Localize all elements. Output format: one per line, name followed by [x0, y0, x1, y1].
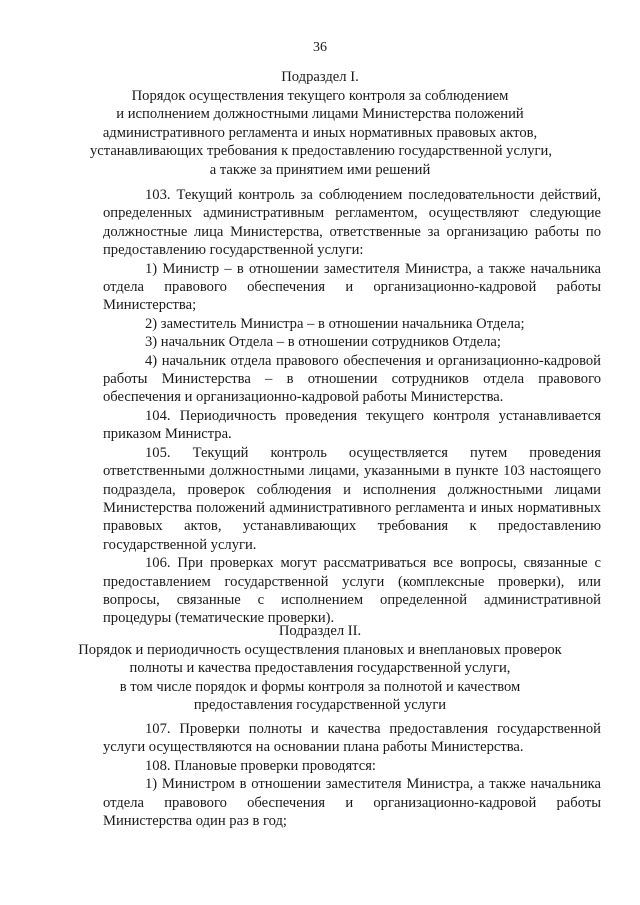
section-1-heading-line: а также за принятием ими решений	[209, 161, 431, 178]
section-1-heading-line: и исполнением должностными лицами Министерства положений	[116, 106, 524, 122]
paragraph-104: 104. Периодичность проведения текущего контроля устанавливается приказом Министра.	[103, 407, 601, 443]
section-2-body	[103, 720, 601, 830]
section-2-heading-line: полноты и качества предоставления государственной услуги,	[129, 660, 511, 676]
section-1-title: Подраздел I.	[281, 69, 359, 85]
list-item-3: 3) начальник Отдела – в отношении сотрудников Отдела;	[145, 334, 501, 351]
section-2-title: Подраздел II.	[278, 623, 362, 639]
section-2-heading-line: Порядок и периодичность осуществления плановых и внеплановых проверок	[78, 641, 562, 658]
list-item-4: 4) начальник отдела правового обеспечения и организационно-кадровой работы Министерства – в отношении сотрудников отдела правового обеспечения и организационно-кадровой работы Министерства.	[103, 352, 601, 406]
section-2-heading	[60, 622, 580, 715]
section-1-heading-line: устанавливающих требования к предоставлению государственной услуги,	[90, 143, 552, 159]
list-item-1: 1) Министр – в отношении заместителя Министра, а также начальника отдела правового обеспечения и организационно-кадровой работы Министерства;	[103, 260, 601, 314]
list-item-1: 1) Министром в отношении заместителя Министра, а также начальника отдела правового обеспечения и организационно-кадровой работы Министерства один раз в год;	[103, 776, 601, 830]
section-2-heading-line: предоставления государственной услуги	[193, 697, 447, 713]
page-number: 36	[313, 40, 327, 55]
section-1-heading	[90, 68, 550, 179]
paragraph-105: 105. Текущий контроль осуществляется путем проведения ответственными должностными лицами, указанными в пункте 103 настоящего подраздела, проверок соблюдения и исполнения должностными лицами Министерства положений административного регламента и иных нормативных правовых актов, устанавливающих требования к предоставлению государственной услуги.	[103, 444, 601, 553]
paragraph-107: 107. Проверки полноты и качества предоставления государственной услуги осуществляются на основании плана работы Министерства.	[103, 721, 601, 756]
list-item-2: 2) заместитель Министра – в отношении начальника Отдела;	[145, 315, 525, 332]
section-2-heading-line: в том числе порядок и формы контроля за полнотой и качеством	[119, 678, 521, 695]
section-1-heading-line: административного регламента и иных нормативных правовых актов,	[102, 124, 538, 141]
section-1-heading-line: Порядок осуществления текущего контроля за соблюдением	[131, 87, 509, 104]
section-1-body	[103, 186, 601, 628]
paragraph-103: 103. Текущий контроль за соблюдением последовательности действий, определенных административным регламентом, осуществляют следующие должностные лица Министерства, ответственные за организацию работы по предоставлению государственной услуги:	[103, 187, 601, 259]
paragraph-106: 106. При проверках могут рассматриваться все вопросы, связанные с предоставлением государственной услуги (комплексные проверки), или вопросы, связанные с исполнением определенной административной процедуры (тематические проверки).	[103, 555, 601, 627]
paragraph-108: 108. Плановые проверки проводятся:	[145, 757, 376, 774]
